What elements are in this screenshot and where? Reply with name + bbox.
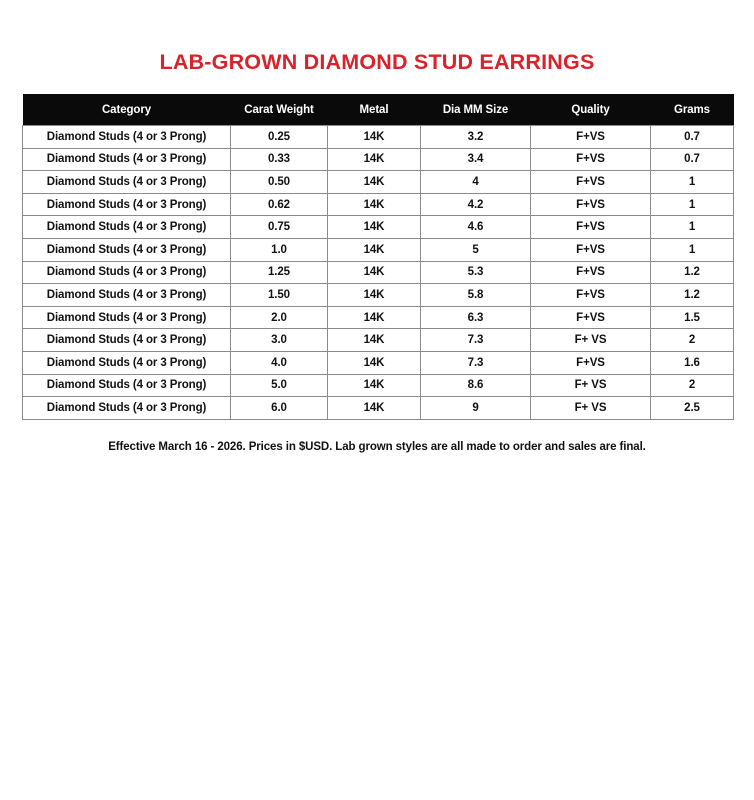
- cell-quality: F+VS: [531, 284, 651, 307]
- cell-category: Diamond Studs (4 or 3 Prong): [23, 171, 231, 194]
- table-row: [23, 306, 734, 329]
- cell-metal: 14K: [328, 261, 421, 284]
- cell-metal: 14K: [328, 306, 421, 329]
- cell-quality: F+ VS: [531, 374, 651, 397]
- cell-metal: 14K: [328, 171, 421, 194]
- cell-category: Diamond Studs (4 or 3 Prong): [23, 238, 231, 261]
- cell-category: Diamond Studs (4 or 3 Prong): [23, 261, 231, 284]
- cell-quality: F+VS: [531, 216, 651, 239]
- table-row: [23, 238, 734, 261]
- table-row: [23, 216, 734, 239]
- column-header-metal: Metal: [328, 94, 421, 126]
- cell-metal: 14K: [328, 193, 421, 216]
- cell-category: Diamond Studs (4 or 3 Prong): [23, 284, 231, 307]
- cell-quality: F+VS: [531, 126, 651, 149]
- cell-category: Diamond Studs (4 or 3 Prong): [23, 374, 231, 397]
- table-body: [23, 126, 734, 420]
- cell-category: Diamond Studs (4 or 3 Prong): [23, 397, 231, 420]
- table-header-row: [23, 94, 734, 126]
- column-header-quality: Quality: [531, 94, 651, 126]
- cell-carat_weight: 1.0: [231, 238, 328, 261]
- cell-grams: 1.6: [651, 351, 734, 374]
- cell-category: Diamond Studs (4 or 3 Prong): [23, 193, 231, 216]
- cell-quality: F+VS: [531, 193, 651, 216]
- cell-metal: 14K: [328, 126, 421, 149]
- cell-carat_weight: 3.0: [231, 329, 328, 352]
- page-title: LAB-GROWN DIAMOND STUD EARRINGS: [159, 50, 595, 74]
- cell-grams: 2: [651, 329, 734, 352]
- cell-dia_mm_size: 8.6: [421, 374, 531, 397]
- column-header-grams: Grams: [651, 94, 734, 126]
- table-row: [23, 351, 734, 374]
- cell-carat_weight: 4.0: [231, 351, 328, 374]
- cell-carat_weight: 5.0: [231, 374, 328, 397]
- table-row: [23, 126, 734, 149]
- cell-quality: F+VS: [531, 306, 651, 329]
- price-table-container: [22, 94, 733, 420]
- table-row: [23, 148, 734, 171]
- cell-carat_weight: 1.25: [231, 261, 328, 284]
- cell-quality: F+VS: [531, 238, 651, 261]
- cell-grams: 0.7: [651, 148, 734, 171]
- cell-quality: F+VS: [531, 171, 651, 194]
- cell-carat_weight: 0.75: [231, 216, 328, 239]
- cell-grams: 2: [651, 374, 734, 397]
- cell-grams: 0.7: [651, 126, 734, 149]
- cell-category: Diamond Studs (4 or 3 Prong): [23, 329, 231, 352]
- cell-metal: 14K: [328, 374, 421, 397]
- cell-dia_mm_size: 3.2: [421, 126, 531, 149]
- cell-quality: F+VS: [531, 261, 651, 284]
- cell-carat_weight: 0.33: [231, 148, 328, 171]
- cell-dia_mm_size: 6.3: [421, 306, 531, 329]
- cell-grams: 1: [651, 193, 734, 216]
- cell-quality: F+VS: [531, 351, 651, 374]
- cell-dia_mm_size: 9: [421, 397, 531, 420]
- cell-carat_weight: 1.50: [231, 284, 328, 307]
- cell-carat_weight: 6.0: [231, 397, 328, 420]
- cell-carat_weight: 0.25: [231, 126, 328, 149]
- table-row: [23, 261, 734, 284]
- cell-category: Diamond Studs (4 or 3 Prong): [23, 126, 231, 149]
- cell-grams: 1: [651, 216, 734, 239]
- cell-metal: 14K: [328, 148, 421, 171]
- cell-dia_mm_size: 7.3: [421, 351, 531, 374]
- table-row: [23, 397, 734, 420]
- table-row: [23, 171, 734, 194]
- cell-metal: 14K: [328, 238, 421, 261]
- cell-carat_weight: 0.62: [231, 193, 328, 216]
- cell-dia_mm_size: 4.2: [421, 193, 531, 216]
- table-row: [23, 284, 734, 307]
- cell-carat_weight: 0.50: [231, 171, 328, 194]
- cell-metal: 14K: [328, 284, 421, 307]
- cell-quality: F+ VS: [531, 397, 651, 420]
- cell-dia_mm_size: 5.3: [421, 261, 531, 284]
- cell-grams: 1.2: [651, 261, 734, 284]
- cell-grams: 1: [651, 238, 734, 261]
- cell-category: Diamond Studs (4 or 3 Prong): [23, 351, 231, 374]
- column-header-carat-weight: Carat Weight: [231, 94, 328, 126]
- cell-category: Diamond Studs (4 or 3 Prong): [23, 306, 231, 329]
- cell-grams: 1: [651, 171, 734, 194]
- table-row: [23, 193, 734, 216]
- cell-dia_mm_size: 5.8: [421, 284, 531, 307]
- table-row: [23, 329, 734, 352]
- cell-dia_mm_size: 7.3: [421, 329, 531, 352]
- footnote-text: Effective March 16 - 2026. Prices in $USD. Lab grown styles are all made to order and sales are final.: [108, 441, 646, 453]
- cell-quality: F+ VS: [531, 329, 651, 352]
- column-header-dia-mm-size: Dia MM Size: [421, 94, 531, 126]
- cell-grams: 1.5: [651, 306, 734, 329]
- cell-carat_weight: 2.0: [231, 306, 328, 329]
- cell-metal: 14K: [328, 216, 421, 239]
- cell-dia_mm_size: 5: [421, 238, 531, 261]
- table-header: [23, 94, 734, 126]
- column-header-category: Category: [23, 94, 231, 126]
- cell-category: Diamond Studs (4 or 3 Prong): [23, 216, 231, 239]
- table-row: [23, 374, 734, 397]
- cell-grams: 1.2: [651, 284, 734, 307]
- cell-category: Diamond Studs (4 or 3 Prong): [23, 148, 231, 171]
- cell-metal: 14K: [328, 329, 421, 352]
- cell-metal: 14K: [328, 351, 421, 374]
- cell-dia_mm_size: 4.6: [421, 216, 531, 239]
- cell-metal: 14K: [328, 397, 421, 420]
- cell-dia_mm_size: 4: [421, 171, 531, 194]
- cell-quality: F+VS: [531, 148, 651, 171]
- cell-grams: 2.5: [651, 397, 734, 420]
- cell-dia_mm_size: 3.4: [421, 148, 531, 171]
- price-table: [22, 94, 734, 420]
